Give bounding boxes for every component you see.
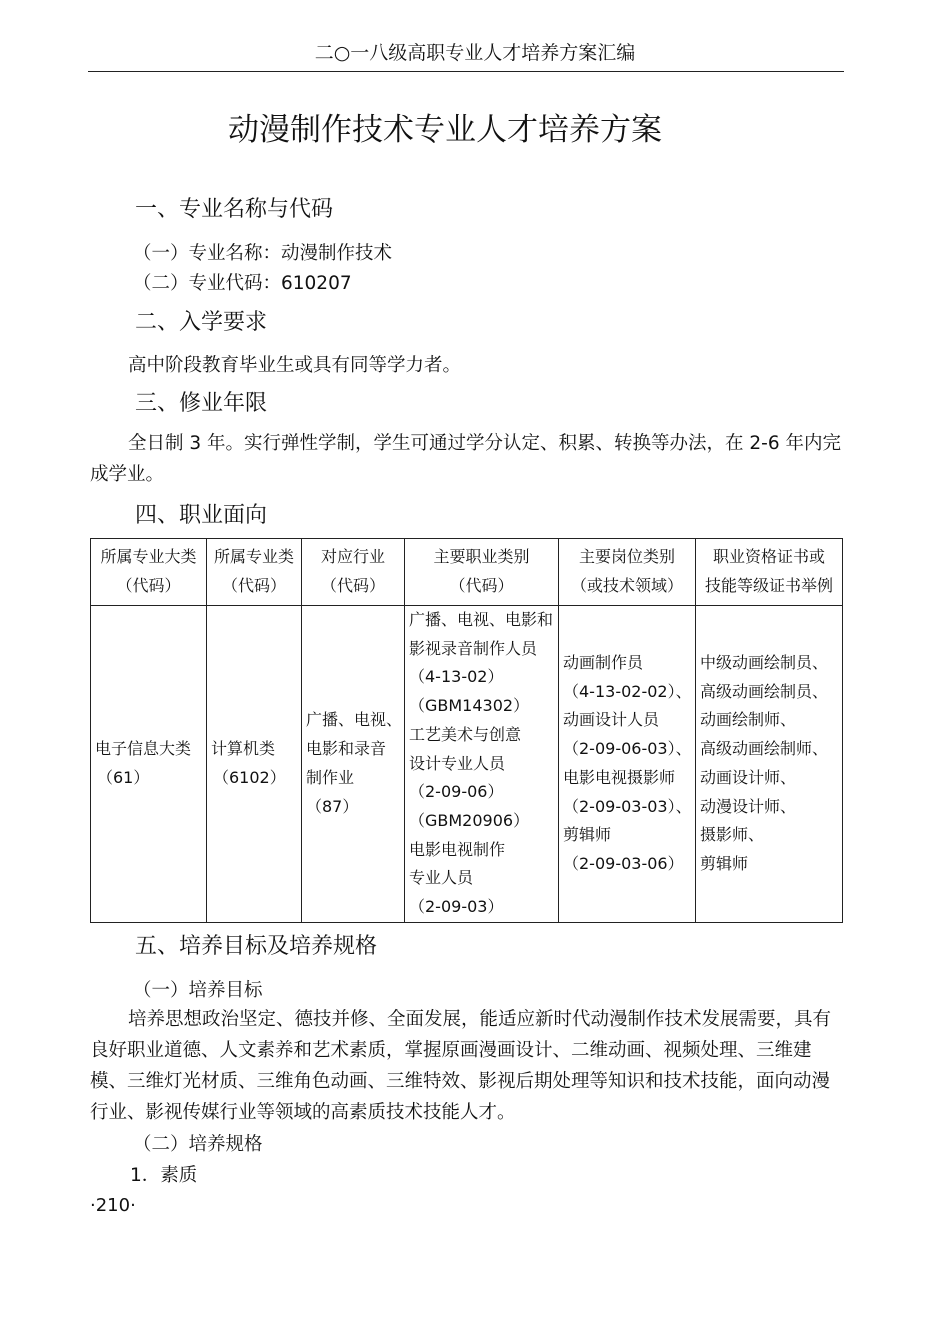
header-major-category: 所属专业大类 （代码） (91, 539, 207, 606)
training-goal-subheading: （一）培养目标 (133, 980, 263, 1001)
major-name-line: （一）专业名称：动漫制作技术 (133, 243, 393, 264)
header-positions: 主要岗位类别 （或技术领域） (559, 539, 696, 606)
header-major-class: 所属专业类 （代码） (207, 539, 302, 606)
training-goal-paragraph: 培养思想政治坚定、德技并修、全面发展，能适应新时代动漫制作技术发展需要，具有良好职业道德、人文素养和艺术素质，掌握原画漫画设计、二维动画、视频处理、三维建模、三维灯光材质、三维角色动画、三维特效、影视后期处理等知识和技术技能，面向动漫行业、影视传媒行业等领域的高素质技术技能人才。 (90, 1009, 832, 1123)
major-code-line: （二）专业代码：610207 (133, 273, 352, 294)
cell-certificates: 中级动画绘制员、 高级动画绘制员、 动画绘制师、 高级动画绘制师、 动画设计师、 动漫设计师、 摄影师、 剪辑师 (696, 606, 843, 923)
header-certificates: 职业资格证书或 技能等级证书举例 (696, 539, 843, 606)
cell-occupations: 广播、电视、电影和 影视录音制作人员 （4-13-02） （GBM14302） 工艺美术与创意 设计专业人员 （2-09-06） （GBM20906） 电影电视制作 专业人员 （2-09-03） (405, 606, 559, 923)
document-title: 动漫制作技术专业人才培养方案 (228, 112, 662, 148)
page-number: ·210· (90, 1195, 136, 1216)
cell-major-class: 计算机类 （6102） (207, 606, 302, 923)
section-3-heading: 三、修业年限 (135, 391, 268, 416)
cell-major-category: 电子信息大类 （61） (91, 606, 207, 923)
quality-item: 1．素质 (130, 1165, 198, 1186)
header-rule (88, 71, 844, 72)
section-2-heading: 二、入学要求 (135, 310, 268, 335)
header-industry: 对应行业 （代码） (302, 539, 405, 606)
duration-paragraph: 全日制 3 年。实行弹性学制，学生可通过学分认定、积累、转换等办法，在 2-6 年内完成学业。 (90, 433, 842, 485)
cell-positions: 动画制作员 （4-13-02-02）、 动画设计人员 （2-09-06-03）、 电影电视摄影师 （2-09-03-03）、 剪辑师 （2-09-03-06） (559, 606, 696, 923)
table-header-row (91, 539, 843, 606)
section-5-heading: 五、培养目标及培养规格 (135, 934, 378, 959)
section-1-heading: 一、专业名称与代码 (135, 197, 334, 222)
training-spec-subheading: （二）培养规格 (133, 1134, 263, 1155)
cell-industry: 广播、电视、 电影和录音 制作业 （87） (302, 606, 405, 923)
admission-text: 高中阶段教育毕业生或具有同等学力者。 (128, 355, 462, 376)
header-occupations: 主要职业类别 （代码） (405, 539, 559, 606)
career-table (90, 538, 843, 923)
table-row (91, 606, 843, 923)
section-4-heading: 四、职业面向 (135, 503, 268, 528)
running-header: 二○一八级高职专业人才培养方案汇编 (314, 42, 636, 64)
